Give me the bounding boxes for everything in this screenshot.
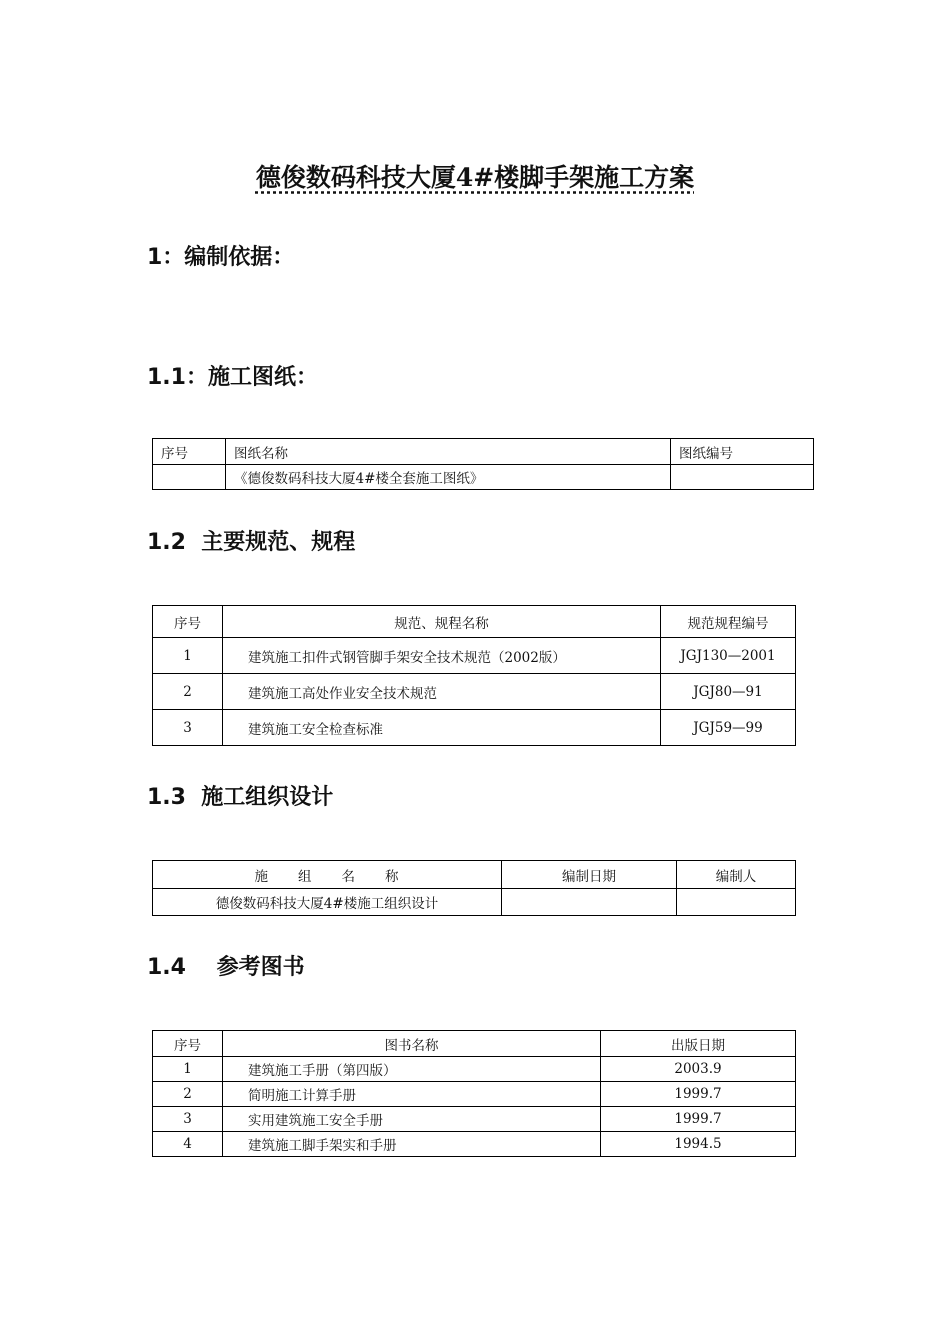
header-cell-no: 序号 bbox=[153, 1031, 223, 1057]
cell-date: 1999.7 bbox=[601, 1107, 796, 1132]
table-row bbox=[153, 1082, 796, 1107]
table-row bbox=[153, 710, 796, 746]
table-row bbox=[153, 1132, 796, 1157]
cell-name: 建筑施工高处作业安全技术规范 bbox=[223, 674, 661, 710]
section-heading-org-design: 1.3 施工组织设计 bbox=[147, 785, 334, 810]
org-design-table bbox=[152, 860, 796, 916]
section-heading-standards: 1.2 主要规范、规程 bbox=[147, 530, 356, 555]
cell-no: 1 bbox=[153, 638, 223, 674]
table-row bbox=[153, 1107, 796, 1132]
header-cell-date: 出版日期 bbox=[601, 1031, 796, 1057]
table-row bbox=[153, 1057, 796, 1082]
section-heading-books: 1.4 参考图书 bbox=[147, 955, 305, 980]
section-heading-drawings: 1.1：施工图纸： bbox=[147, 365, 318, 390]
drawings-table bbox=[152, 438, 814, 490]
header-cell-no: 序号 bbox=[153, 606, 223, 638]
cell-date: 1999.7 bbox=[601, 1082, 796, 1107]
cell-no: 3 bbox=[153, 1107, 223, 1132]
cell-code: JGJ130—2001 bbox=[661, 638, 796, 674]
cell-name: 简明施工计算手册 bbox=[223, 1082, 601, 1107]
cell-no: 3 bbox=[153, 710, 223, 746]
cell-date bbox=[502, 889, 677, 916]
cell-code bbox=[671, 465, 814, 490]
document-title: 德俊数码科技大厦4#楼脚手架施工方案 bbox=[255, 163, 695, 192]
header-cell-no: 序号 bbox=[153, 439, 226, 465]
cell-name: 建筑施工脚手架实和手册 bbox=[223, 1132, 601, 1157]
table-row bbox=[153, 638, 796, 674]
cell-date: 1994.5 bbox=[601, 1132, 796, 1157]
cell-no: 2 bbox=[153, 674, 223, 710]
table-row bbox=[153, 674, 796, 710]
table-row bbox=[153, 465, 814, 490]
cell-no: 2 bbox=[153, 1082, 223, 1107]
table-header-row bbox=[153, 861, 796, 889]
cell-no bbox=[153, 465, 226, 490]
table-row bbox=[153, 889, 796, 916]
standards-table bbox=[152, 605, 796, 746]
header-cell-name: 图书名称 bbox=[223, 1031, 601, 1057]
header-cell-code: 规范规程编号 bbox=[661, 606, 796, 638]
header-cell-name: 施 组 名 称 bbox=[153, 861, 502, 889]
header-cell-name: 规范、规程名称 bbox=[223, 606, 661, 638]
books-table bbox=[152, 1030, 796, 1157]
header-cell-code: 图纸编号 bbox=[671, 439, 814, 465]
section-heading-basis: 1：编制依据： bbox=[147, 245, 295, 270]
cell-name: 建筑施工扣件式钢管脚手架安全技术规范（2002版） bbox=[223, 638, 661, 674]
cell-name: 建筑施工安全检查标准 bbox=[223, 710, 661, 746]
table-header-row bbox=[153, 1031, 796, 1057]
cell-date: 2003.9 bbox=[601, 1057, 796, 1082]
header-cell-date: 编制日期 bbox=[502, 861, 677, 889]
table-header-row bbox=[153, 606, 796, 638]
cell-name: 建筑施工手册（第四版） bbox=[223, 1057, 601, 1082]
cell-author bbox=[677, 889, 796, 916]
cell-no: 1 bbox=[153, 1057, 223, 1082]
cell-name: 实用建筑施工安全手册 bbox=[223, 1107, 601, 1132]
cell-code: JGJ80—91 bbox=[661, 674, 796, 710]
cell-name: 德俊数码科技大厦4#楼施工组织设计 bbox=[153, 889, 502, 916]
cell-name: 《德俊数码科技大厦4#楼全套施工图纸》 bbox=[226, 465, 671, 490]
cell-no: 4 bbox=[153, 1132, 223, 1157]
cell-code: JGJ59—99 bbox=[661, 710, 796, 746]
table-header-row bbox=[153, 439, 814, 465]
header-cell-name: 图纸名称 bbox=[226, 439, 671, 465]
header-cell-author: 编制人 bbox=[677, 861, 796, 889]
